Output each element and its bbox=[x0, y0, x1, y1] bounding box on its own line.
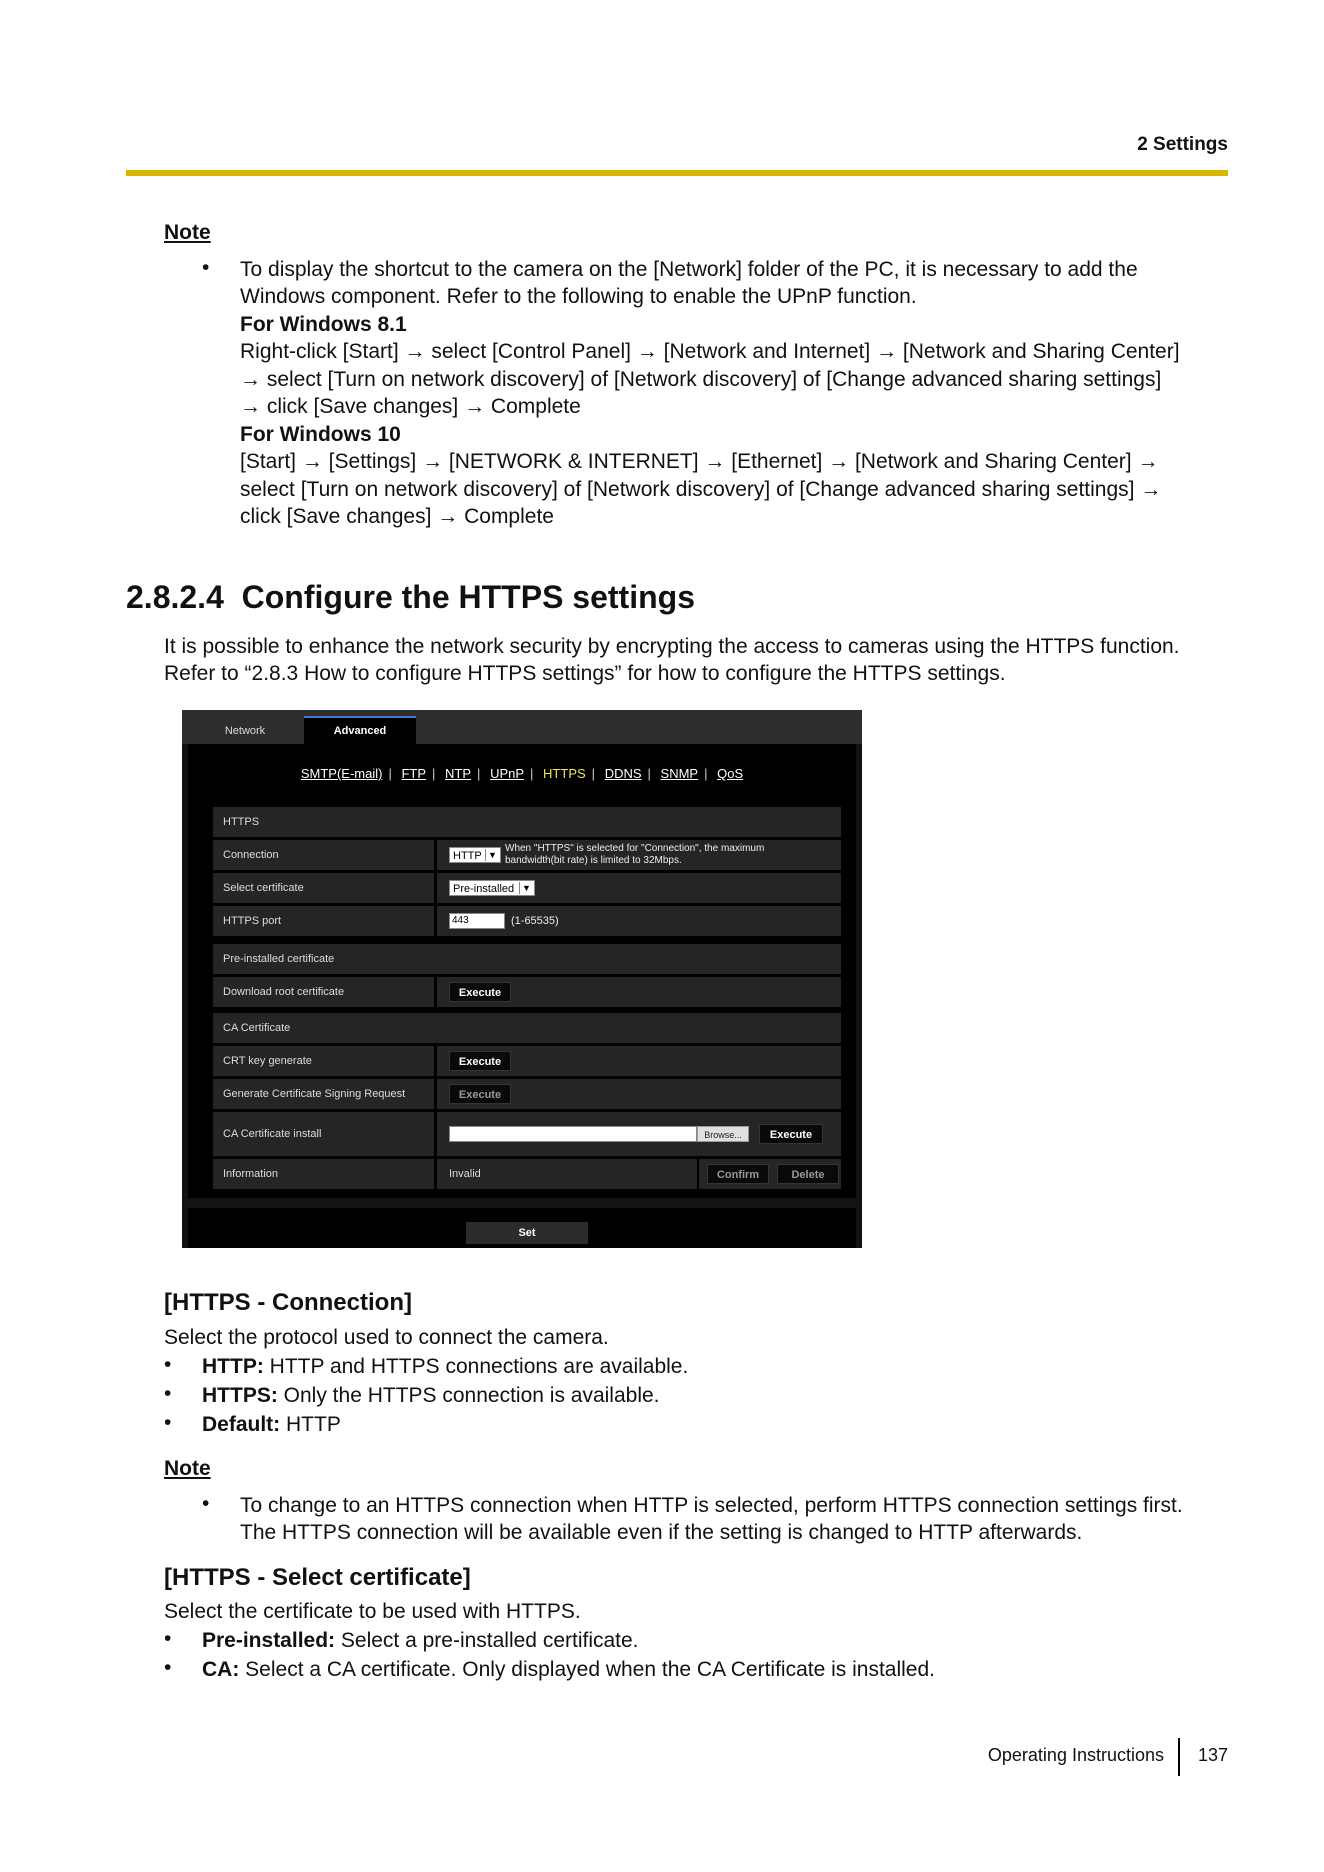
install-label: CA Certificate install bbox=[213, 1112, 434, 1156]
certificate-selected: Pre-installed bbox=[453, 883, 515, 895]
connection-row bbox=[213, 840, 841, 870]
connection-item bbox=[202, 1382, 660, 1410]
preinstalled-section-header: Pre-installed certificate bbox=[213, 944, 841, 974]
csr-execute-button[interactable]: Execute bbox=[449, 1084, 511, 1104]
win81-step: Right-click [Start] → select [Control Panel] → [Network and Internet] → [Network and Sharing Center] bbox=[240, 340, 1180, 363]
section-intro: It is possible to enhance the network security by encrypting the access to cameras using the HTTPS function. bbox=[164, 635, 1180, 658]
certificate-row bbox=[213, 873, 841, 903]
confirm-button[interactable]: Confirm bbox=[707, 1164, 769, 1184]
information-value-cell bbox=[437, 1159, 841, 1189]
bullet: • bbox=[202, 1492, 210, 1515]
port-input[interactable]: 443 bbox=[449, 913, 505, 929]
crt-value-cell bbox=[437, 1046, 841, 1076]
tab-advanced[interactable]: Advanced bbox=[304, 716, 416, 744]
win81-step: → select [Turn on network discovery] of [Network discovery] of [Change advanced sharing settings] bbox=[240, 368, 1162, 391]
csr-value-cell bbox=[437, 1079, 841, 1109]
section-number: 2.8.2.4 bbox=[126, 579, 224, 615]
win81-step: → click [Save changes] → Complete bbox=[240, 395, 581, 418]
certificate-file-input[interactable] bbox=[449, 1126, 697, 1142]
information-row bbox=[213, 1159, 841, 1189]
port-label: HTTPS port bbox=[213, 906, 434, 936]
item-text: Select a pre-installed certificate. bbox=[335, 1629, 639, 1652]
win81-title: For Windows 8.1 bbox=[240, 313, 407, 336]
connection-select[interactable] bbox=[449, 847, 501, 863]
bullet: • bbox=[164, 1382, 172, 1405]
page-number: 137 bbox=[1197, 1745, 1228, 1765]
https-section-header: HTTPS bbox=[213, 807, 841, 837]
certificate-item bbox=[202, 1627, 639, 1655]
certificate-select[interactable] bbox=[449, 880, 535, 896]
link-qos[interactable]: QoS bbox=[717, 766, 744, 781]
section-intro: Refer to “2.8.3 How to configure HTTPS settings” for how to configure the HTTPS settings. bbox=[164, 662, 1006, 685]
crt-label: CRT key generate bbox=[213, 1046, 434, 1076]
connection-note-line: When "HTTPS" is selected for "Connection", the maximum bbox=[505, 843, 765, 854]
settings-screenshot bbox=[182, 710, 862, 1248]
chevron-down-icon: ▼ bbox=[485, 849, 499, 861]
bullet: • bbox=[164, 1627, 172, 1650]
note-text: To change to an HTTPS connection when HTTP is selected, perform HTTPS connection settings first. bbox=[240, 1494, 1183, 1517]
footer-label: Operating Instructions bbox=[987, 1745, 1164, 1765]
connection-selected: HTTP bbox=[453, 850, 482, 862]
bullet: • bbox=[202, 256, 210, 279]
win10-step: click [Save changes] → Complete bbox=[240, 505, 554, 528]
cell-divider bbox=[697, 1159, 699, 1189]
bullet: • bbox=[164, 1411, 172, 1434]
win10-title: For Windows 10 bbox=[240, 423, 401, 446]
certificate-heading: [HTTPS - Select certificate] bbox=[164, 1564, 471, 1591]
crt-execute-button[interactable]: Execute bbox=[449, 1051, 511, 1071]
item-term: HTTP: bbox=[202, 1355, 264, 1378]
note-text: The HTTPS connection will be available even if the setting is changed to HTTP afterwards. bbox=[240, 1521, 1083, 1544]
certificate-item bbox=[202, 1656, 935, 1684]
install-value-cell bbox=[437, 1112, 841, 1156]
download-row bbox=[213, 977, 841, 1007]
note-text: To display the shortcut to the camera on the [Network] folder of the PC, it is necessary to add the bbox=[240, 258, 1138, 281]
note-heading: Note bbox=[164, 221, 211, 244]
bullet: • bbox=[164, 1656, 172, 1679]
connection-value-cell bbox=[437, 840, 841, 870]
connection-note-line: bandwidth(bit rate) is limited to 32Mbps. bbox=[505, 855, 682, 866]
ca-section-header: CA Certificate bbox=[213, 1013, 841, 1043]
sub-nav: SMTP(E-mail) | FTP | NTP | UPnP | HTTPS | DDNS | SNMP | QoS bbox=[300, 766, 744, 781]
header-rule bbox=[126, 170, 1228, 176]
item-text: Only the HTTPS connection is available. bbox=[277, 1384, 660, 1407]
link-https[interactable]: HTTPS bbox=[543, 766, 586, 781]
csr-label: Generate Certificate Signing Request bbox=[213, 1079, 434, 1109]
page-header-title: 2 Settings bbox=[1137, 134, 1228, 155]
install-row bbox=[213, 1112, 841, 1156]
connection-item bbox=[202, 1353, 688, 1381]
link-ddns[interactable]: DDNS bbox=[604, 766, 642, 781]
delete-button[interactable]: Delete bbox=[777, 1164, 839, 1184]
information-value: Invalid bbox=[449, 1168, 481, 1180]
win10-step: select [Turn on network discovery] of [Network discovery] of [Change advanced sharing settings] → bbox=[240, 478, 1162, 501]
connection-heading: [HTTPS - Connection] bbox=[164, 1289, 412, 1316]
section-title bbox=[126, 579, 695, 616]
port-value-cell bbox=[437, 906, 841, 936]
connection-label: Connection bbox=[213, 840, 434, 870]
connection-note bbox=[505, 843, 764, 867]
link-ntp[interactable]: NTP bbox=[445, 766, 472, 781]
download-execute-button[interactable]: Execute bbox=[449, 982, 511, 1002]
link-smtp[interactable]: SMTP(E-mail) bbox=[300, 766, 383, 781]
link-snmp[interactable]: SNMP bbox=[660, 766, 699, 781]
csr-row bbox=[213, 1079, 841, 1109]
item-term: Pre-installed: bbox=[202, 1629, 336, 1652]
download-value-cell bbox=[437, 977, 841, 1007]
item-term: CA: bbox=[202, 1658, 240, 1681]
footer-separator bbox=[1178, 1738, 1180, 1776]
tab-bar bbox=[182, 710, 862, 744]
note-text: Windows component. Refer to the following to enable the UPnP function. bbox=[240, 285, 917, 308]
link-ftp[interactable]: FTP bbox=[401, 766, 427, 781]
install-execute-button[interactable]: Execute bbox=[759, 1124, 823, 1144]
note-heading: Note bbox=[164, 1457, 211, 1480]
information-label: Information bbox=[213, 1159, 434, 1189]
tab-network[interactable]: Network bbox=[224, 725, 266, 737]
settings-panel bbox=[188, 744, 856, 1198]
item-text: HTTP bbox=[280, 1413, 341, 1436]
port-row bbox=[213, 906, 841, 936]
chevron-down-icon: ▼ bbox=[519, 882, 533, 894]
connection-item bbox=[202, 1411, 341, 1439]
bullet: • bbox=[164, 1353, 172, 1376]
certificate-value-cell bbox=[437, 873, 841, 903]
certificate-label: Select certificate bbox=[213, 873, 434, 903]
item-term: Default: bbox=[202, 1413, 281, 1436]
set-button[interactable]: Set bbox=[466, 1222, 588, 1244]
section-title-text: Configure the HTTPS settings bbox=[241, 579, 695, 615]
item-term: HTTPS: bbox=[202, 1384, 278, 1407]
browse-button[interactable]: Browse... bbox=[697, 1126, 749, 1142]
certificate-desc: Select the certificate to be used with HTTPS. bbox=[164, 1600, 581, 1623]
port-range: (1-65535) bbox=[511, 915, 559, 927]
item-text: Select a CA certificate. Only displayed when the CA Certificate is installed. bbox=[239, 1658, 935, 1681]
crt-row bbox=[213, 1046, 841, 1076]
item-text: HTTP and HTTPS connections are available. bbox=[263, 1355, 689, 1378]
win10-step: [Start] → [Settings] → [NETWORK & INTERNET] → [Ethernet] → [Network and Sharing Center] → bbox=[240, 450, 1159, 473]
link-upnp[interactable]: UPnP bbox=[490, 766, 525, 781]
download-label: Download root certificate bbox=[213, 977, 434, 1007]
settings-footer bbox=[188, 1208, 856, 1248]
connection-desc: Select the protocol used to connect the camera. bbox=[164, 1326, 609, 1349]
